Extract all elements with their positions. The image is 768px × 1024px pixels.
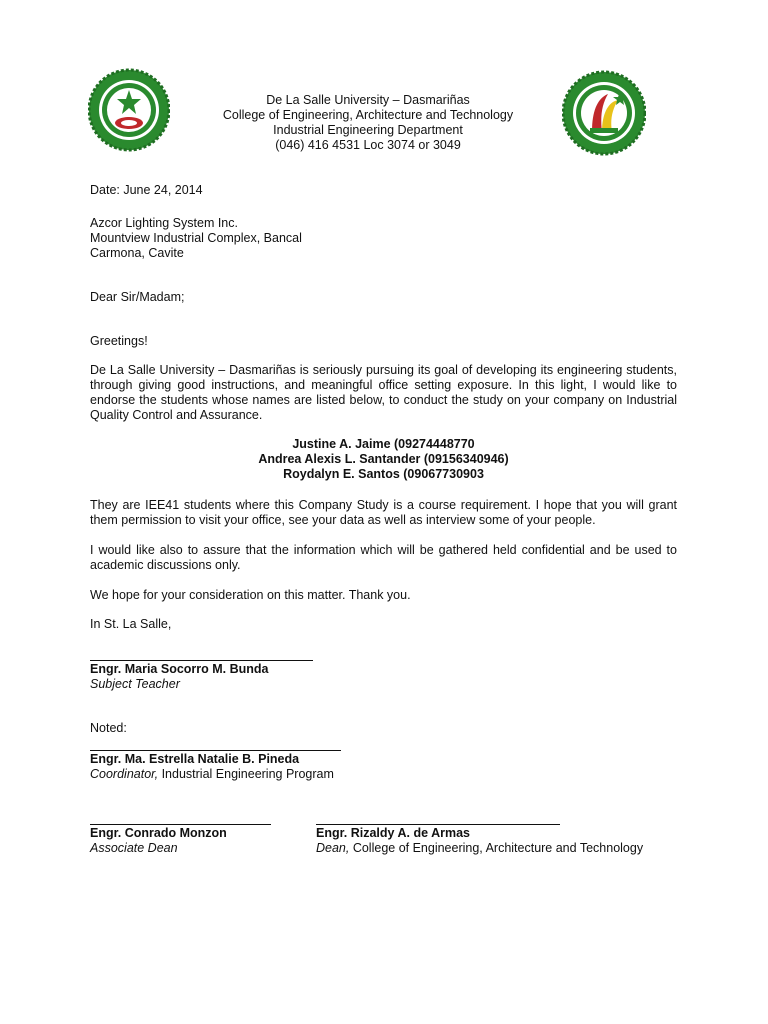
department-name: Industrial Engineering Department bbox=[273, 123, 463, 137]
signature-line bbox=[90, 824, 271, 825]
signature-block-coordinator bbox=[90, 750, 677, 782]
college-seal-logo bbox=[562, 70, 646, 156]
university-name: De La Salle University – Dasmariñas bbox=[266, 93, 470, 107]
noted-label: Noted: bbox=[90, 721, 127, 735]
recipient-company: Azcor Lighting System Inc. bbox=[90, 216, 238, 230]
signature-line bbox=[90, 750, 341, 751]
recipient-street: Mountview Industrial Complex, Bancal bbox=[90, 231, 302, 245]
university-seal-logo bbox=[88, 68, 170, 152]
signatory-title-rest: Industrial Engineering Program bbox=[158, 767, 334, 781]
signatory-name: Engr. Maria Socorro M. Bunda bbox=[90, 662, 269, 676]
signatory-title: Subject Teacher bbox=[90, 677, 180, 691]
body-paragraph-4: We hope for your consideration on this matter. Thank you. bbox=[90, 588, 411, 602]
signature-block-associate-dean bbox=[90, 824, 290, 856]
recipient-city: Carmona, Cavite bbox=[90, 246, 184, 260]
closing: In St. La Salle, bbox=[90, 617, 172, 631]
signatory-title: Associate Dean bbox=[90, 841, 178, 855]
signature-block-dean bbox=[316, 824, 696, 856]
student-list bbox=[90, 437, 677, 482]
student-name: Roydalyn E. Santos (09067730903 bbox=[283, 467, 484, 481]
letterhead bbox=[180, 93, 556, 153]
body-paragraph-2: They are IEE41 students where this Company Study is a course requirement. I hope that you will grant them permission to visit your office, see your data as well as interview some of your people. bbox=[90, 498, 677, 527]
signatory-title-italic: Dean, bbox=[316, 841, 350, 855]
signatory-name: Engr. Conrado Monzon bbox=[90, 826, 227, 840]
signatory-name: Engr. Ma. Estrella Natalie B. Pineda bbox=[90, 752, 300, 766]
college-name: College of Engineering, Architecture and Technology bbox=[222, 108, 514, 122]
letter-date: Date: June 24, 2014 bbox=[90, 183, 203, 197]
signatory-title-rest: College of Engineering, Architecture and Technology bbox=[349, 841, 644, 855]
body-paragraph-1: De La Salle University – Dasmariñas is seriously pursuing its goal of developing its engineering students, through giving good instructions, and meaningful office setting exposure. In this light, I would like to endorse the students whose names are listed below, to conduct the study on your company on Industrial Quality Control and Assurance. bbox=[90, 363, 677, 422]
signature-block-teacher bbox=[90, 660, 677, 692]
greeting: Greetings! bbox=[90, 334, 148, 348]
signature-line bbox=[316, 824, 560, 825]
salutation: Dear Sir/Madam; bbox=[90, 290, 185, 304]
signatory-name: Engr. Rizaldy A. de Armas bbox=[316, 826, 470, 840]
department-phone: (046) 416 4531 Loc 3074 or 3049 bbox=[275, 138, 461, 152]
body-paragraph-3: I would like also to assure that the information which will be gathered held confidential and be used to academic discussions only. bbox=[90, 543, 677, 572]
student-name: Justine A. Jaime (09274448770 bbox=[292, 437, 475, 451]
signatory-title-italic: Coordinator, bbox=[90, 767, 159, 781]
recipient-address bbox=[90, 216, 677, 261]
signature-line bbox=[90, 660, 313, 661]
student-name: Andrea Alexis L. Santander (09156340946) bbox=[258, 452, 509, 466]
